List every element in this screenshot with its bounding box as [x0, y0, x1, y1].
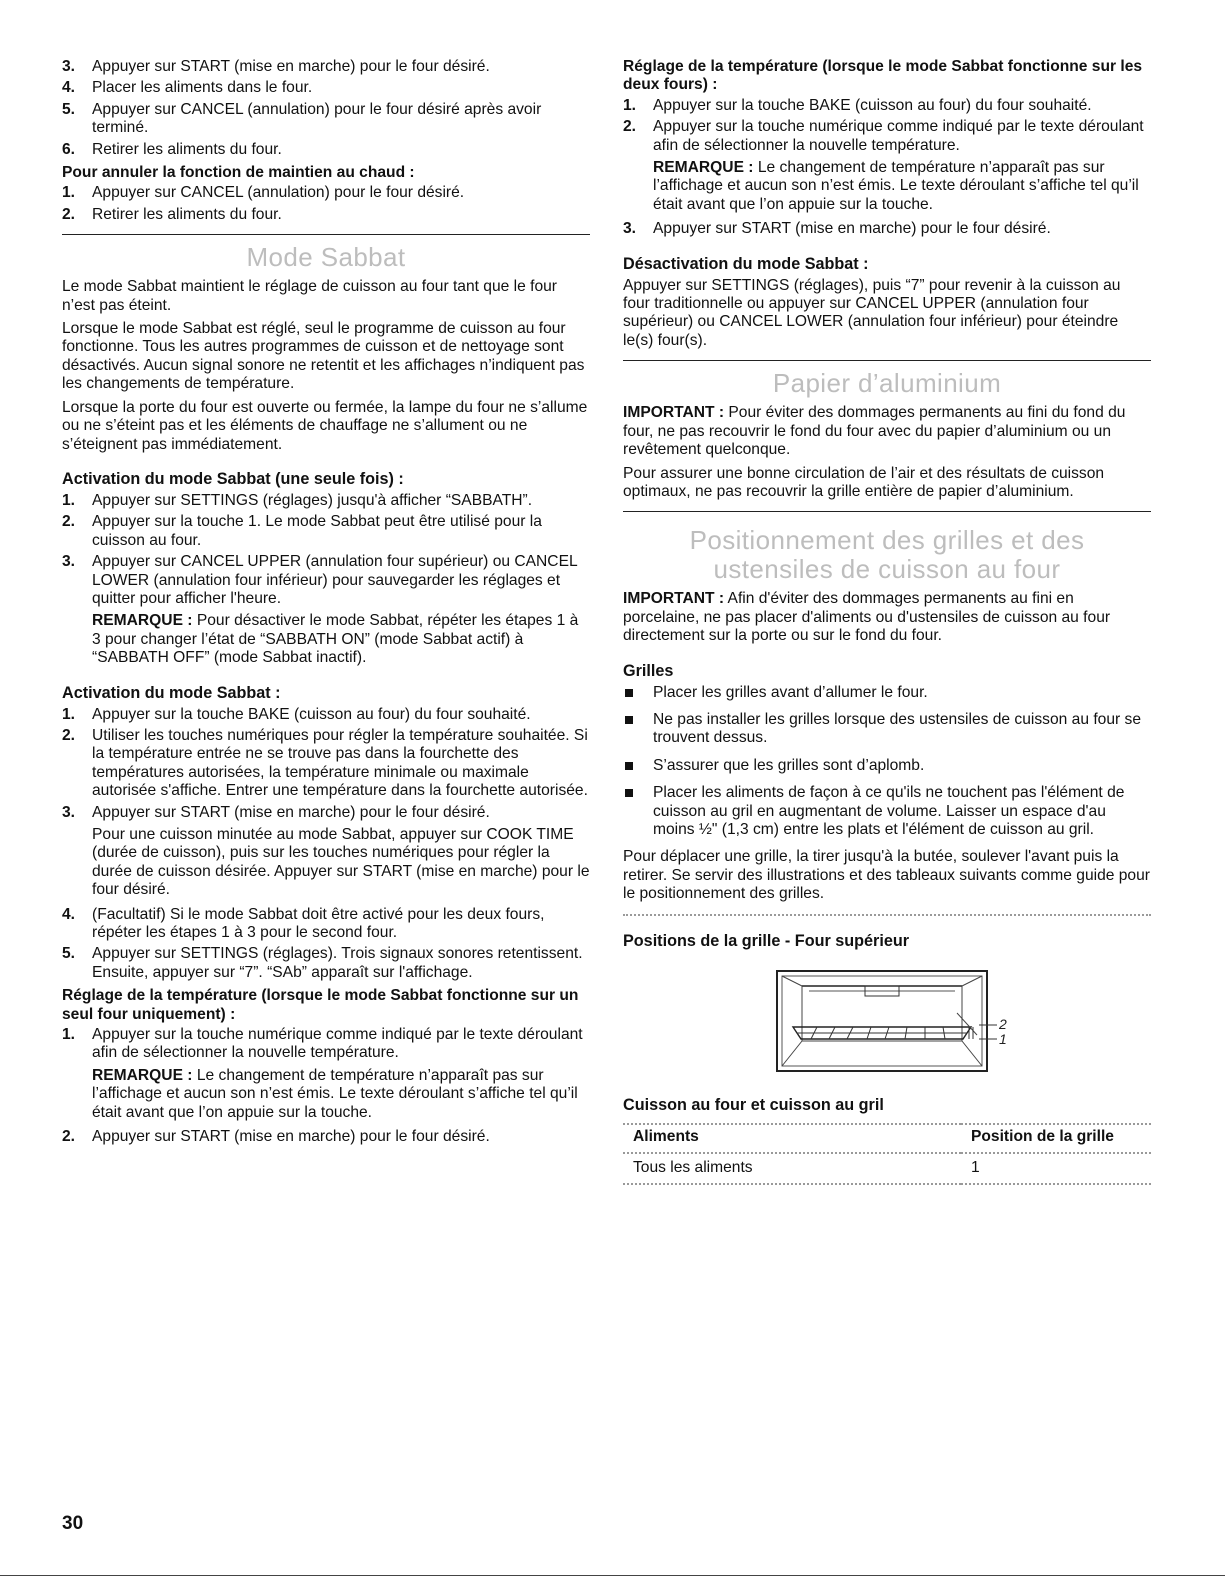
dotted-divider	[623, 914, 1151, 916]
deactivation-heading: Désactivation du mode Sabbat :	[623, 254, 869, 273]
sabbath-paragraph: Lorsque le mode Sabbat est réglé, seul le programme de cuisson au four fonctionne. Tous les autres programmes de cuisson et de nettoyage sont désactivés. Aucun signal sonore ne retentit et les affichages n’indiquent pas les changements de température.	[62, 320, 585, 393]
important-label: IMPORTANT :	[623, 404, 725, 422]
racks-title	[623, 526, 1151, 584]
step-item	[62, 492, 590, 510]
oven-cavity-illustration	[757, 969, 1017, 1075]
step-number: 1.	[623, 96, 637, 114]
bullet-item	[623, 757, 1151, 775]
racks-paragraph: Pour déplacer une grille, la tirer jusqu'à la butée, soulever l'avant puis la retirer. Se servir des illustrations et des tableaux suivants comme guide pour le positionnement des grilles.	[623, 848, 1150, 903]
step-number: 2.	[62, 726, 76, 744]
sabbath-title: Mode Sabbat	[246, 242, 406, 273]
activation-once-heading: Activation du mode Sabbat (une seule fois) :	[62, 469, 404, 488]
step-text: Appuyer sur START (mise en marche) pour le four désiré.	[653, 220, 1051, 238]
activation-heading: Activation du mode Sabbat :	[62, 683, 281, 702]
right-column	[623, 58, 1151, 1185]
foil-important	[623, 404, 1151, 459]
step-item	[62, 184, 590, 202]
step-text: Placer les aliments dans le four.	[92, 79, 313, 97]
step-text: Appuyer sur la touche numérique comme indiqué par le texte déroulant afin de sélectionner la nouvelle température.	[653, 118, 1144, 154]
step-item	[62, 945, 590, 982]
bullet-text: Placer les aliments de façon à ce qu'ils ne touchent pas l'élément de cuisson au gril en augmentant de volume. Laisser un espace d'au moins ½" (1,3 cm) entre les plats et l'élément de cuisson au gril.	[653, 784, 1125, 838]
step-number: 2.	[62, 205, 76, 223]
step-number: 5.	[62, 945, 76, 963]
note	[653, 159, 1151, 214]
oven-rack-diagram	[623, 969, 1151, 1080]
cancel-keepwarm-heading: Pour annuler la fonction de maintien au chaud :	[62, 164, 415, 182]
sabbath-paragraph: Lorsque la porte du four est ouverte ou fermée, la lampe du four ne s’allume ou ne s’éteint pas et les éléments de chauffage ne s’allument ou ne s’éteignent pas immédiatement.	[62, 398, 588, 453]
racks-important	[623, 590, 1151, 645]
step-text: Appuyer sur la touche BAKE (cuisson au four) du four souhaité.	[653, 96, 1092, 114]
note-label: REMARQUE :	[92, 1066, 193, 1084]
step-item	[62, 1128, 590, 1146]
step-item	[623, 118, 1151, 155]
step-number: 4.	[62, 79, 76, 97]
step-text: Retirer les aliments du four.	[92, 140, 282, 158]
bullet-text: Ne pas installer les grilles lorsque des ustensiles de cuisson au four se trouvent dessus.	[653, 710, 1141, 747]
important-text: Pour éviter des dommages permanents au fini du fond du four, ne pas recouvrir le fond du four avec du papier d’aluminium ou un revêtement quelconque.	[623, 404, 1126, 459]
step-number: 1.	[62, 491, 76, 509]
column-header-position: Position de la grille	[961, 1124, 1151, 1153]
section-divider	[62, 234, 590, 235]
table-cell: Tous les aliments	[623, 1153, 961, 1183]
bullet-text: S’assurer que les grilles sont d’aplomb.	[653, 756, 925, 774]
step-subtext: Pour une cuisson minutée au mode Sabbat, appuyer sur COOK TIME (durée de cuisson), puis sur les touches numériques pour régler la durée de cuisson désirée. Appuyer sur START (mise en marche) pour le four désiré.	[92, 826, 590, 899]
note-label: REMARQUE :	[653, 159, 754, 177]
step-number: 1.	[62, 1026, 76, 1044]
step-number: 2.	[623, 118, 637, 136]
step-text: Retirer les aliments du four.	[92, 205, 282, 223]
oven-rack	[793, 1027, 971, 1039]
step-text: Appuyer sur START (mise en marche) pour le four désiré.	[92, 803, 490, 821]
step-item	[62, 706, 590, 724]
bullet-square-icon	[625, 689, 633, 697]
step-item	[62, 58, 590, 76]
step-number: 3.	[62, 553, 76, 571]
step-item	[62, 79, 590, 97]
table-cell: 1	[961, 1153, 1151, 1183]
bullet-item	[623, 684, 1151, 702]
step-item	[62, 513, 590, 550]
bullet-square-icon	[625, 789, 633, 797]
step-number: 3.	[62, 803, 76, 821]
column-header-food: Aliments	[623, 1124, 961, 1153]
step-item	[62, 141, 590, 159]
step-text: Appuyer sur CANCEL UPPER (annulation four supérieur) ou CANCEL LOWER (annulation four inférieur) pour sauvegarder les réglages et quitter pour afficher l'heure.	[92, 553, 578, 607]
page-bottom-rule	[0, 1575, 1225, 1576]
rack-position-2-label: 2	[999, 1015, 1007, 1032]
step-number: 6.	[62, 140, 76, 158]
step-number: 3.	[623, 220, 637, 238]
bullet-square-icon	[625, 716, 633, 724]
step-item	[62, 553, 590, 608]
bullet-text: Placer les grilles avant d’allumer le four.	[653, 683, 928, 701]
foil-paragraph: Pour assurer une bonne circulation de l’air et des résultats de cuisson optimaux, ne pas recouvrir la grille entière de papier d’aluminium.	[623, 464, 1105, 500]
rack-position-1-label: 1	[999, 1030, 1007, 1047]
racks-title-line1: Positionnement des grilles et des	[689, 525, 1085, 556]
step-text: Appuyer sur START (mise en marche) pour le four désiré.	[92, 1128, 490, 1146]
note-text: Pour désactiver le mode Sabbat, répéter les étapes 1 à 3 pour changer l’état de “SABBATH ON” (mode Sabbat actif) à “SABBATH OFF” (mode Sabbat inactif).	[92, 612, 579, 667]
step-item	[62, 101, 590, 138]
left-column	[62, 58, 590, 1150]
step-text: Utiliser les touches numériques pour régler la température souhaitée. Si la température entrée ne se trouve pas dans la fourchette des températures autorisées, la température minimale ou maximale autorisée s'affiche. Entrer une température dans la fourchette autorisée.	[92, 726, 588, 800]
step-number: 2.	[62, 1128, 76, 1146]
bullet-square-icon	[625, 762, 633, 770]
step-item	[623, 220, 1151, 238]
step-text: Appuyer sur la touche 1. Le mode Sabbat peut être utilisé pour la cuisson au four.	[92, 513, 542, 549]
table-header-row	[623, 1124, 1151, 1153]
bullet-item	[623, 784, 1151, 839]
step-number: 5.	[62, 100, 76, 118]
step-text: Appuyer sur CANCEL (annulation) pour le four désiré après avoir terminé.	[92, 100, 542, 137]
positions-heading: Positions de la grille - Four supérieur	[623, 931, 910, 950]
temp-both-heading: Réglage de la température (lorsque le mode Sabbat fonctionne sur les deux fours) :	[623, 58, 1143, 94]
foil-title: Papier d’aluminium	[772, 368, 1002, 399]
note-text: Le changement de température n’apparaît pas sur l’affichage et aucun son n’est émis. Le texte déroulant s’affiche tel qu’il était avant que l’on appuie sur la touche.	[653, 159, 1139, 213]
rack-position-table	[623, 1123, 1151, 1185]
important-label: IMPORTANT :	[623, 590, 725, 608]
step-text: Appuyer sur la touche numérique comme indiqué par le texte déroulant afin de sélectionner la nouvelle température.	[92, 1026, 583, 1062]
step-item	[62, 906, 590, 943]
step-number: 2.	[62, 513, 76, 531]
important-text: Afin d'éviter des dommages permanents au fini en porcelaine, ne pas placer d'aliments ou d'ustensiles de cuisson au four directement sur la porte ou sur le fond du four.	[623, 590, 1111, 645]
step-item	[62, 206, 590, 224]
step-number: 1.	[62, 705, 76, 723]
grilles-heading: Grilles	[623, 661, 674, 680]
step-number: 1.	[62, 184, 76, 202]
step-text: (Facultatif) Si le mode Sabbat doit être activé pour les deux fours, répéter les étapes 1 à 3 pour le second four.	[92, 905, 545, 942]
step-text: Appuyer sur SETTINGS (réglages) jusqu'à afficher “SABBATH”.	[92, 491, 533, 509]
step-item	[62, 1026, 590, 1063]
sabbath-paragraph: Le mode Sabbat maintient le réglage de cuisson au four tant que le four n’est pas éteint.	[62, 278, 557, 314]
step-item	[623, 97, 1151, 115]
note-label: REMARQUE :	[92, 612, 193, 630]
note	[92, 1067, 590, 1122]
page-number: 30	[62, 1513, 84, 1534]
table-heading: Cuisson au four et cuisson au gril	[623, 1096, 884, 1114]
step-text: Appuyer sur START (mise en marche) pour le four désiré.	[92, 58, 490, 75]
note	[92, 612, 590, 667]
section-divider	[623, 511, 1151, 512]
step-number: 4.	[62, 905, 76, 923]
section-divider	[623, 360, 1151, 361]
bullet-item	[623, 711, 1151, 748]
racks-title-line2: ustensiles de cuisson au four	[713, 554, 1061, 585]
table-row	[623, 1153, 1151, 1183]
deactivation-text: Appuyer sur SETTINGS (réglages), puis “7” pour revenir à la cuisson au four traditionnelle ou appuyer sur CANCEL UPPER (annulation four supérieur) ou CANCEL LOWER (annulation four inférieur) pour éteindre le(s) four(s).	[623, 276, 1121, 349]
step-text: Appuyer sur la touche BAKE (cuisson au four) du four souhaité.	[92, 705, 531, 723]
temp-single-heading: Réglage de la température (lorsque le mode Sabbat fonctionne sur un seul four uniquement) :	[62, 987, 579, 1023]
step-text: Appuyer sur SETTINGS (réglages). Trois signaux sonores retentissent. Ensuite, appuyer sur “7”. “SAb” apparaît sur l'affichage.	[92, 945, 583, 981]
step-item	[62, 804, 590, 822]
step-number: 3.	[62, 58, 76, 75]
step-text: Appuyer sur CANCEL (annulation) pour le four désiré.	[92, 184, 465, 202]
step-item	[62, 727, 590, 801]
note-text: Le changement de température n’apparaît pas sur l’affichage et aucun son n’est émis. Le texte déroulant s’affiche tel qu’il était avant que l’on appuie sur la touche.	[92, 1066, 578, 1121]
